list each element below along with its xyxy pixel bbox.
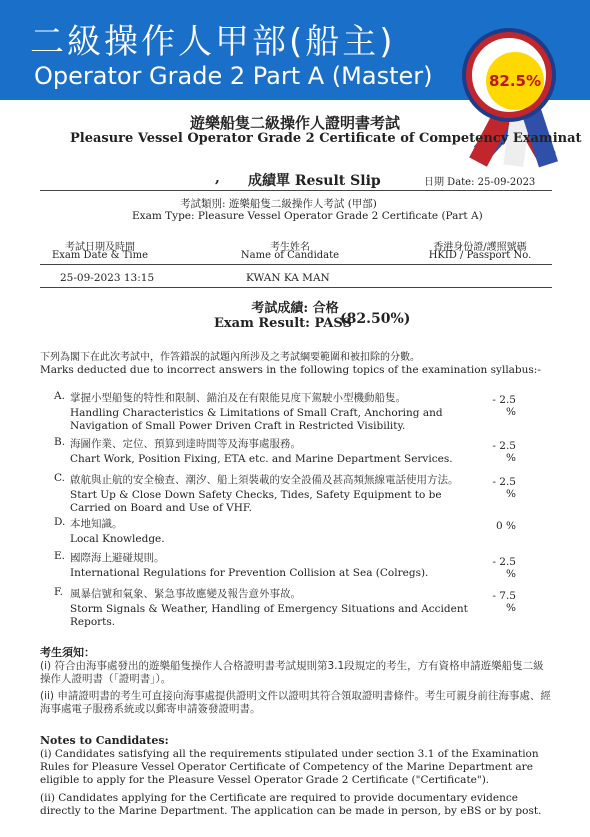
column-header-id-english: HKID / Passport No.: [428, 250, 532, 261]
note-english-1: (i) Candidates satisfying all the requirements stipulated under section 3.1 of the Examination Rules for Pleasure Vessel Operator Certificate of Competency of the Marine Department are eligible to apply for the Pleasure Vessel Operator Grade 2 Certificate ("Certificate").: [40, 748, 539, 786]
topic-chinese: 本地知識。: [70, 518, 123, 530]
exam-date-value: 25-09-2023 13:15: [60, 272, 155, 284]
note-english-2: (ii) Candidates applying for the Certificate are required to provide documentary evidence directly to the Marine Department. The application can be made in person, by eBS or by post.: [40, 792, 542, 817]
topic-chinese: 海圖作業、定位、預算到達時間等及海事處服務。: [70, 438, 301, 450]
document-title-chinese: 遊樂船隻二級操作人證明書考試: [189, 114, 400, 132]
candidate-name-value: KWAN KA MAN: [246, 272, 330, 284]
topic-letter: D.: [54, 516, 66, 528]
topic-item-a: [54, 390, 470, 433]
topic-chinese: 風暴信號和氣象、緊急事故應變及報告意外事故。: [70, 588, 301, 600]
topic-letter: C.: [54, 472, 65, 484]
topic-item-b: [54, 436, 470, 466]
column-header-date-english: Exam Date & Time: [51, 250, 148, 261]
divider: [40, 287, 552, 288]
banner-title-english: Operator Grade 2 Part A (Master): [34, 62, 433, 90]
topic-deduction-d: 0 %: [496, 520, 516, 532]
topic-english: Storm Signals & Weather, Handling of Emergency Situations and Accident Reports.: [70, 603, 468, 628]
exam-result-chinese: 考試成績: 合格: [251, 301, 339, 316]
topic-item-e: [54, 550, 470, 580]
topic-letter: F.: [54, 586, 63, 598]
topic-english: Handling Characteristics & Limitations of Small Craft, Anchoring and Navigation of Small Power Driven Craft in Restricted Visibility.: [70, 407, 443, 432]
topic-chinese: 國際海上避碰規則。: [70, 552, 165, 564]
exam-result-percentage: (82.50%): [340, 311, 411, 327]
divider: [40, 190, 552, 191]
deduction-intro-english: Marks deducted due to incorrect answers in the following topics of the examination syllabus:-: [40, 364, 541, 376]
stray-mark: ,: [215, 170, 220, 186]
topic-letter: A.: [54, 390, 65, 402]
topic-english: Start Up & Close Down Safety Checks, Tides, Safety Equipment to be Carried on Board and Use of VHF.: [70, 489, 442, 514]
topic-deduction-f: - 7.5 %: [492, 590, 516, 614]
topic-item-d: [54, 516, 470, 546]
topic-chinese: 掌握小型船隻的特性和限制、錨泊及在有限能見度下駕駛小型機動船隻。: [70, 392, 406, 404]
topic-english: Local Knowledge.: [70, 533, 165, 545]
topic-chinese: 啟航與止航的安全檢查、潮汐、船上須裝載的安全設備及甚高頻無線電話使用方法。: [70, 474, 459, 486]
banner-title-chinese: 二級操作人甲部(船主): [30, 22, 396, 62]
notes-heading-chinese: 考生須知：: [40, 646, 95, 659]
column-header-name-chinese: 考生姓名: [270, 242, 310, 253]
topic-deduction-a: - 2.5 %: [492, 394, 516, 418]
exam-result-english: Exam Result: PASS: [214, 316, 352, 331]
topic-english: International Regulations for Prevention Collision at Sea (Colregs).: [70, 567, 429, 579]
topic-letter: B.: [54, 436, 66, 448]
result-slip-title: 成績單 Result Slip: [248, 173, 381, 189]
column-header-date-chinese: 考試日期及時間: [65, 242, 135, 253]
exam-type-chinese: 考試類別: 遊樂船隻二級操作人考試 (甲部): [180, 198, 377, 210]
deduction-intro-chinese: 下列為閣下在此次考試中，作答錯誤的試題內所涉及之考試綱要範圍和被扣除的分數。: [40, 352, 420, 363]
topic-item-c: [54, 472, 470, 515]
topic-deduction-b: - 2.5 %: [492, 440, 516, 464]
divider: [40, 264, 552, 265]
issue-date: 日期 Date: 25-09-2023: [424, 177, 536, 188]
notes-heading-english: Notes to Candidates:: [40, 734, 169, 747]
topic-deduction-e: - 2.5 %: [492, 556, 516, 580]
topic-item-f: [54, 586, 470, 629]
column-header-name-english: Name of Candidate: [240, 250, 340, 261]
topic-deduction-c: - 2.5 %: [492, 476, 516, 500]
document-title-english: Pleasure Vessel Operator Grade 2 Certificate of Competency Examinat: [70, 131, 582, 146]
topic-letter: E.: [54, 550, 66, 562]
note-chinese-2: (ii) 申請證明書的考生可直接向海事處提供證明文件以證明其符合領取證明書條件。考生可親身前往海事處、經海事處電子服務系統或以郵寄申請簽發證明書。: [40, 690, 551, 715]
score-badge-text: 82.5%: [488, 72, 542, 90]
topic-english: Chart Work, Position Fixing, ETA etc. and Marine Department Services.: [70, 453, 453, 465]
note-chinese-1: (i) 符合由海事處發出的遊樂船隻操作人合格證明書考試規則第3.1段規定的考生，方有資格申請遊樂船隻二級操作人證明書（「證明書」）。: [40, 660, 544, 685]
exam-type-english: Exam Type: Pleasure Vessel Operator Grade 2 Certificate (Part A): [132, 210, 483, 222]
column-header-id-chinese: 香港身份證/護照號碼: [433, 242, 527, 253]
